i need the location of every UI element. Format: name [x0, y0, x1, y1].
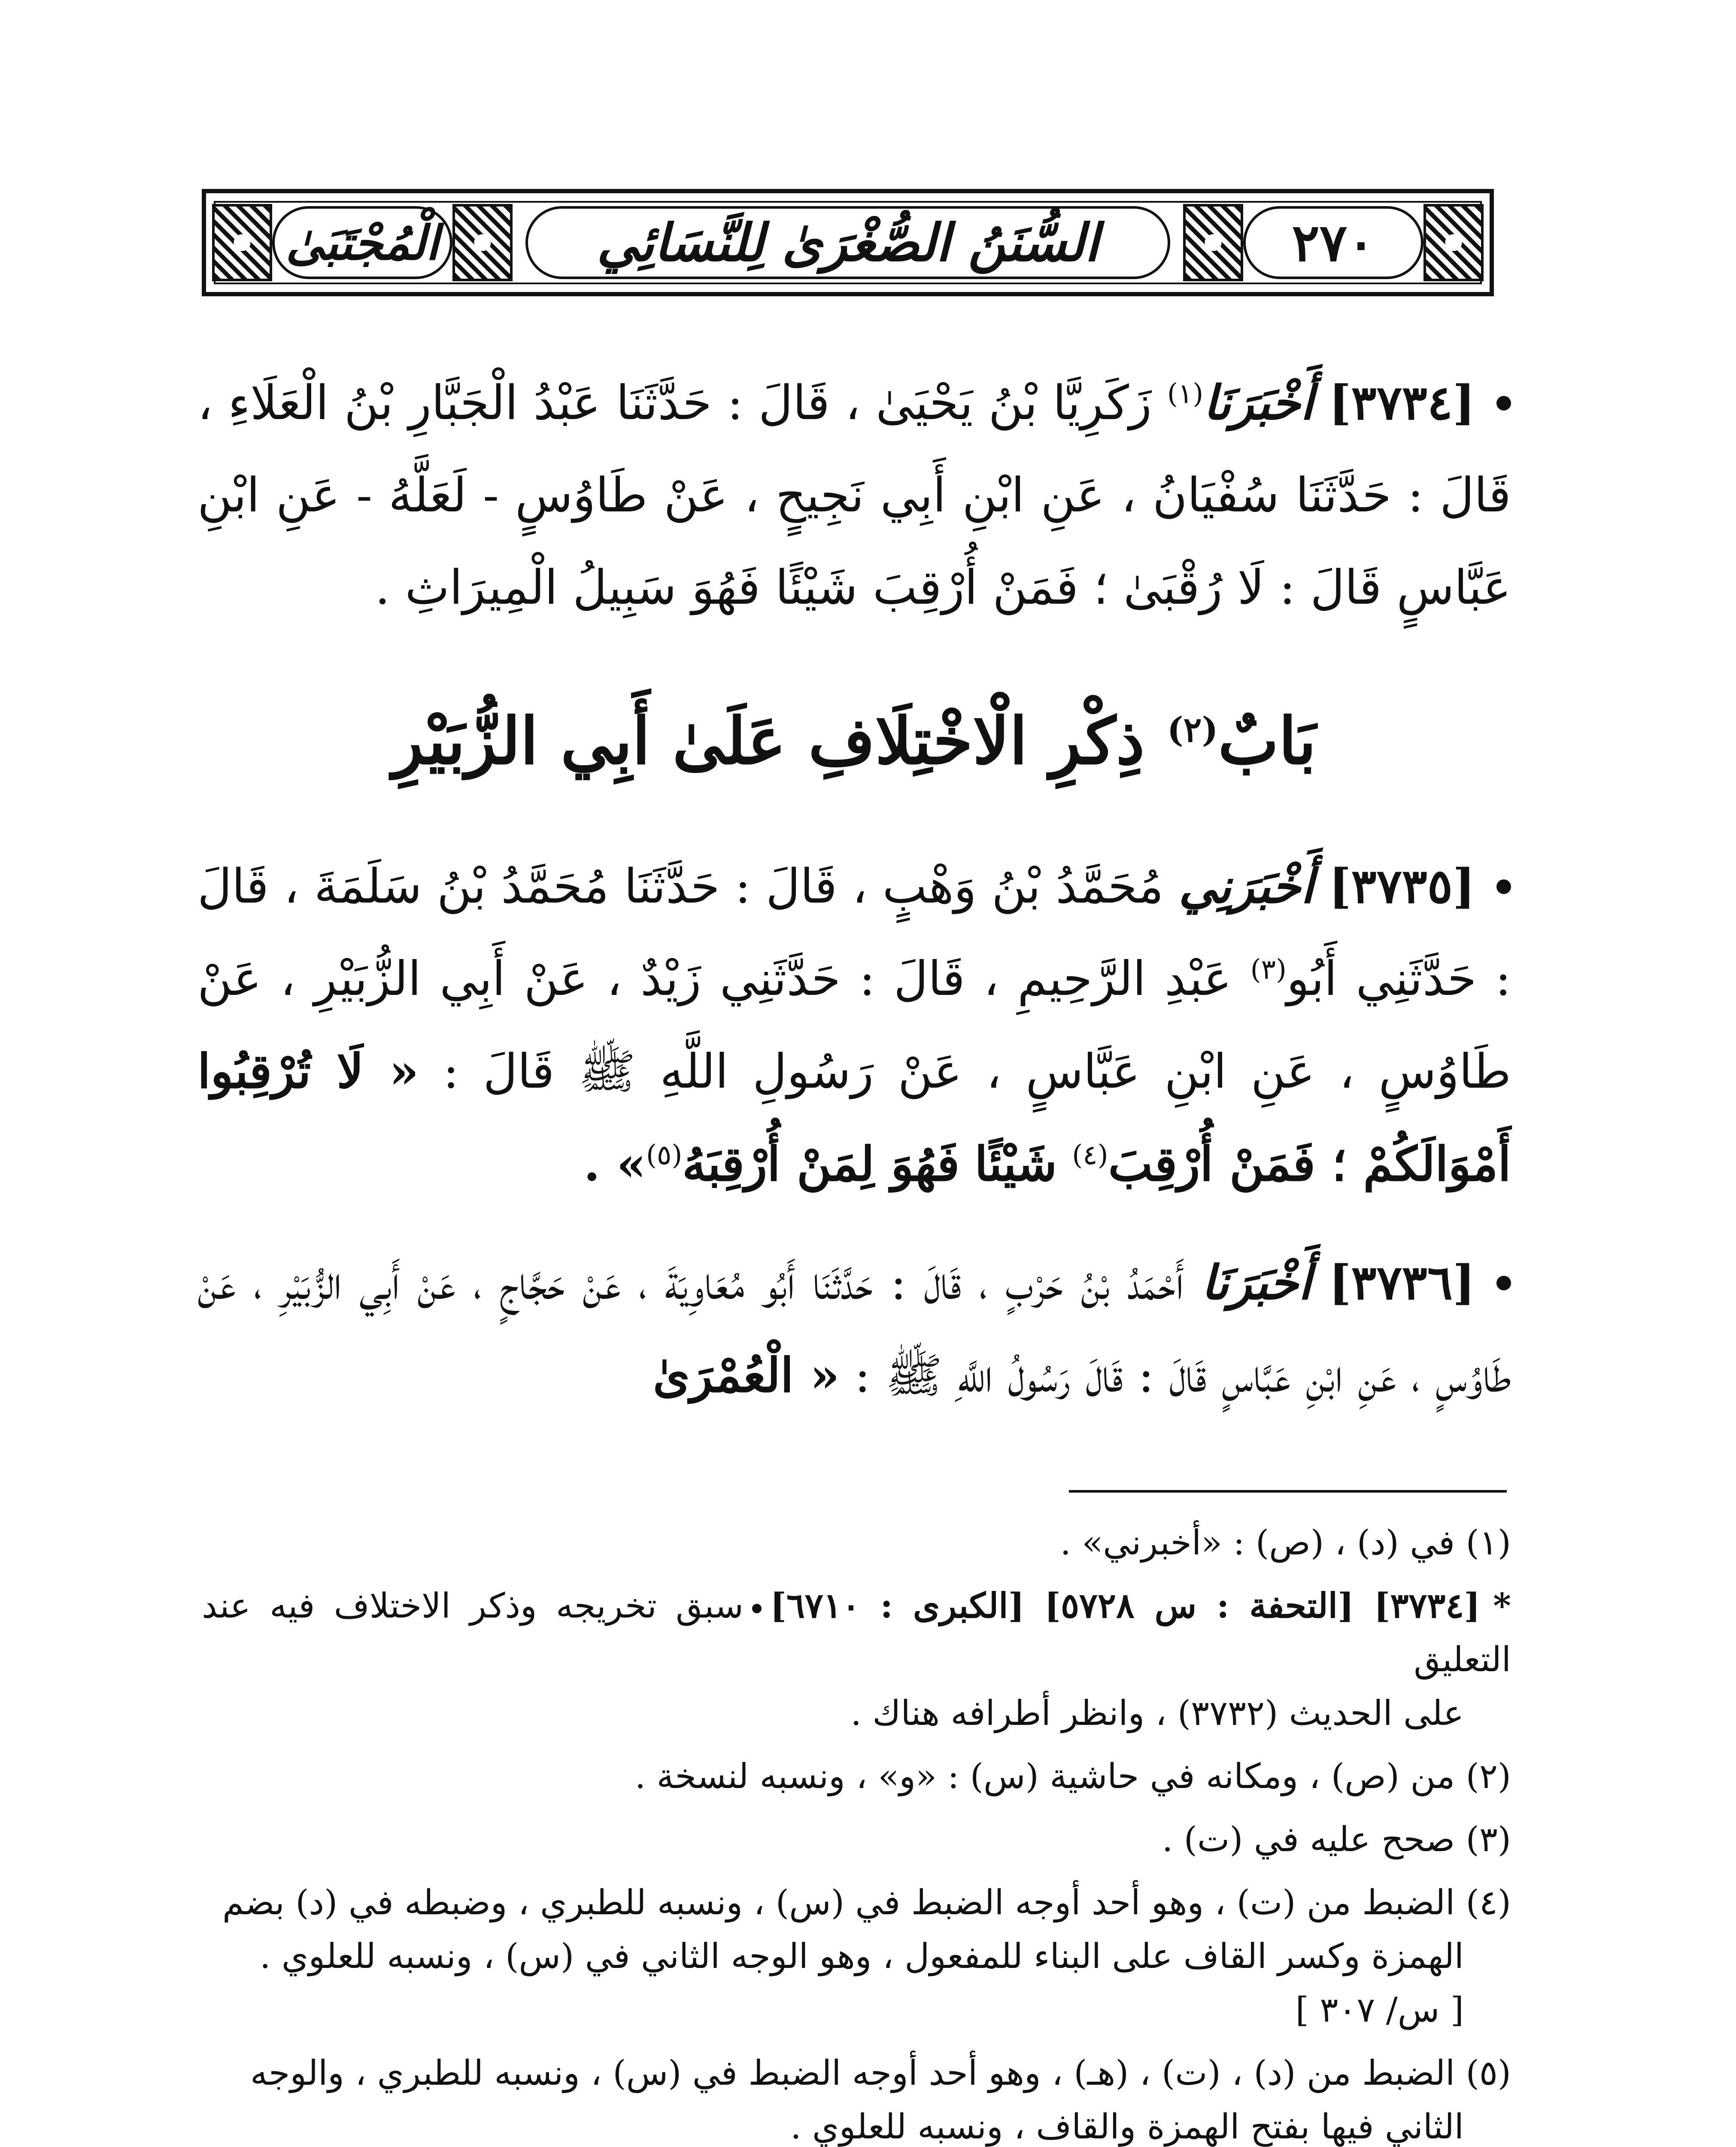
book-title: السُّنَنُ الصُّغْرَىٰ لِلنَّسَائِي — [525, 206, 1170, 279]
hadith-text-line: عَبَّاسٍ ، عَنْ رَسُولِ اللَّهِ ﷺ قَالَ : — [443, 1044, 1140, 1099]
prophetic-text: « الْعُمْرَىٰ — [653, 1347, 840, 1403]
hadith-number: [٣٧٣٦] — [1329, 1255, 1475, 1310]
footnote-5 — [202, 2046, 1511, 2147]
takhrij-text: سبق تخريجه وذكر الاختلاف فيه عند التعليق — [202, 1586, 1511, 1679]
hadith-intro: أَخْبَرَنَا — [1201, 1255, 1311, 1310]
asterisk-icon: * — [1493, 1585, 1511, 1626]
footnote-text-cont: الهمزة وكسر القاف على البناء للمفعول ، وهو الوجه الثاني في (س) ، ونسبه للعلوي . — [260, 1936, 1464, 1976]
hadith-intro: أَخْبَرَنَا — [1203, 375, 1314, 430]
footnote-text: (٥) الضبط من (د) ، (ت) ، (هـ) ، وهو أحد أوجه الضبط في (س) ، ونسبه للطبري ، والوجه — [250, 2053, 1511, 2093]
prophetic-text: شَيْئًا — [974, 1136, 1057, 1192]
footnote-separator — [1069, 1490, 1507, 1493]
paragraph-gap — [197, 1210, 1511, 1236]
ornament-center-left — [452, 204, 513, 281]
footnote-marker: (٢) — [1167, 709, 1218, 750]
page-header — [202, 189, 1494, 296]
footnote-text: (٤) الضبط من (ت) ، وهو أحد أوجه الضبط في (س) ، ونسبه للطبري ، وضبطه في (د) بضم — [222, 1882, 1511, 1922]
hadith-3734 — [197, 356, 1511, 634]
ornament-center-right — [1183, 204, 1243, 281]
footnote-marker: (٤) — [1072, 1139, 1108, 1171]
takhrij-3734 — [202, 1579, 1511, 1740]
hadith-text-line: حَدَّثَنَا سُفْيَانُ ، عَنِ ابْنِ أَبِي نَجِيحٍ ، عَنْ طَاوُسٍ - لَعَلَّهُ - عَنِ ابْنِ عَبَّاسٍ قَالَ : — [197, 468, 1511, 615]
page-reference: [ س/ ٣٠٧ ] — [1295, 1990, 1464, 2030]
footnote-marker: (٥) — [646, 1139, 683, 1171]
ornament-right — [1423, 204, 1484, 281]
main-text — [197, 356, 1511, 1422]
takhrij-text-cont: على الحديث (٣٧٣٢) ، وانظر أطرافه هناك . — [850, 1693, 1464, 1733]
hadith-number: [٣٧٣٤] — [1329, 375, 1475, 430]
bullet-icon — [1496, 396, 1511, 411]
prophetic-text: فَهُوَ لِمَنْ أُرْقِبَهُ — [682, 1136, 960, 1192]
hadith-3736 — [197, 1236, 1511, 1422]
footnote-3: (٣) صحح عليه في (ت) . — [1162, 1819, 1511, 1859]
bullet-icon — [752, 1604, 762, 1613]
footnotes — [202, 1516, 1511, 2147]
ornament-left — [212, 204, 272, 281]
prophetic-text: « لَا تُرْقِبُوا أَمْوَالَكُمْ ؛ فَمَنْ أُرْقِبَ — [197, 1043, 1511, 1192]
footnote-text-cont: الثاني فيها بفتح الهمزة والقاف ، ونسبه للعلوي . — [790, 2107, 1464, 2147]
hadith-number: [٣٧٣٥] — [1329, 858, 1475, 914]
footnote-1: (١) في (د) ، (ص) : «أخبرني» . — [1060, 1523, 1511, 1563]
hadith-text-line: لَا رُقْبَىٰ ؛ فَمَنْ أُرْقِبَ شَيْئًا فَهُوَ سَبِيلُ الْمِيرَاثِ . — [375, 560, 1265, 615]
chapter-heading — [197, 698, 1511, 784]
footnote-2: (٢) من (ص) ، ومكانه في حاشية (س) : «و» ، ونسبه لنسخة . — [634, 1756, 1511, 1796]
bullet-icon — [1496, 879, 1511, 894]
hadith-text-line: عَبْدِ الرَّحِيمِ ، قَالَ : حَدَّثَنِي زَيْدٌ ، عَنْ أَبِي الزُّبَيْرِ ، عَنْ طَاوُسٍ ، عَنِ ابْنِ — [197, 951, 1511, 1099]
chapter-title: ذِكْرِ الْاخْتِلَافِ عَلَىٰ أَبِي الزُّبَيْرِ — [392, 703, 1145, 779]
bullet-icon — [1496, 1276, 1511, 1290]
quote-close: » . — [583, 1136, 646, 1192]
hadith-text-line: أَحْمَدُ بْنُ حَرْبٍ ، قَالَ : حَدَّثَنَا أَبُو مُعَاوِيَةَ ، عَنْ حَجَّاجٍ ، عَنْ — [417, 1255, 1184, 1310]
takhrij-ref: [٣٧٣٤] [التحفة : س ٥٧٢٨] [الكبرى : ٦٧١٠] — [770, 1585, 1481, 1626]
footnote-marker: (١) — [1167, 378, 1204, 410]
footnote-4 — [202, 1876, 1511, 2037]
book-subtitle: الْمُجْتَبَىٰ — [272, 206, 452, 279]
hadith-text-line: أَبِي الزُّبَيْرِ ، عَنْ طَاوُسٍ ، عَنِ ابْنِ عَبَّاسٍ قَالَ : قَالَ رَسُولُ اللَّهِ ﷺ : — [197, 1255, 1511, 1403]
footnote-marker: (٣) — [1250, 954, 1287, 986]
hadith-3735 — [197, 840, 1511, 1210]
page-number: ٢٧٠ — [1243, 206, 1423, 279]
hadith-intro: أَخْبَرَنِي — [1178, 858, 1314, 914]
hadith-text-line: أَبُو — [1286, 951, 1337, 1006]
chapter-bab: بَابٌ — [1218, 703, 1317, 779]
hadith-text-line: مُحَمَّدُ بْنُ وَهْبٍ ، قَالَ : حَدَّثَنَا مُحَمَّدُ بْنُ سَلَمَةَ ، قَالَ : حَدَّثَنِي — [197, 859, 1511, 1006]
hadith-text-line: زَكَرِيَّا بْنُ يَحْيَىٰ ، قَالَ : حَدَّثَنَا عَبْدُ الْجَبَّارِ بْنُ الْعَلَاءِ ، قَالَ : — [197, 375, 1511, 523]
